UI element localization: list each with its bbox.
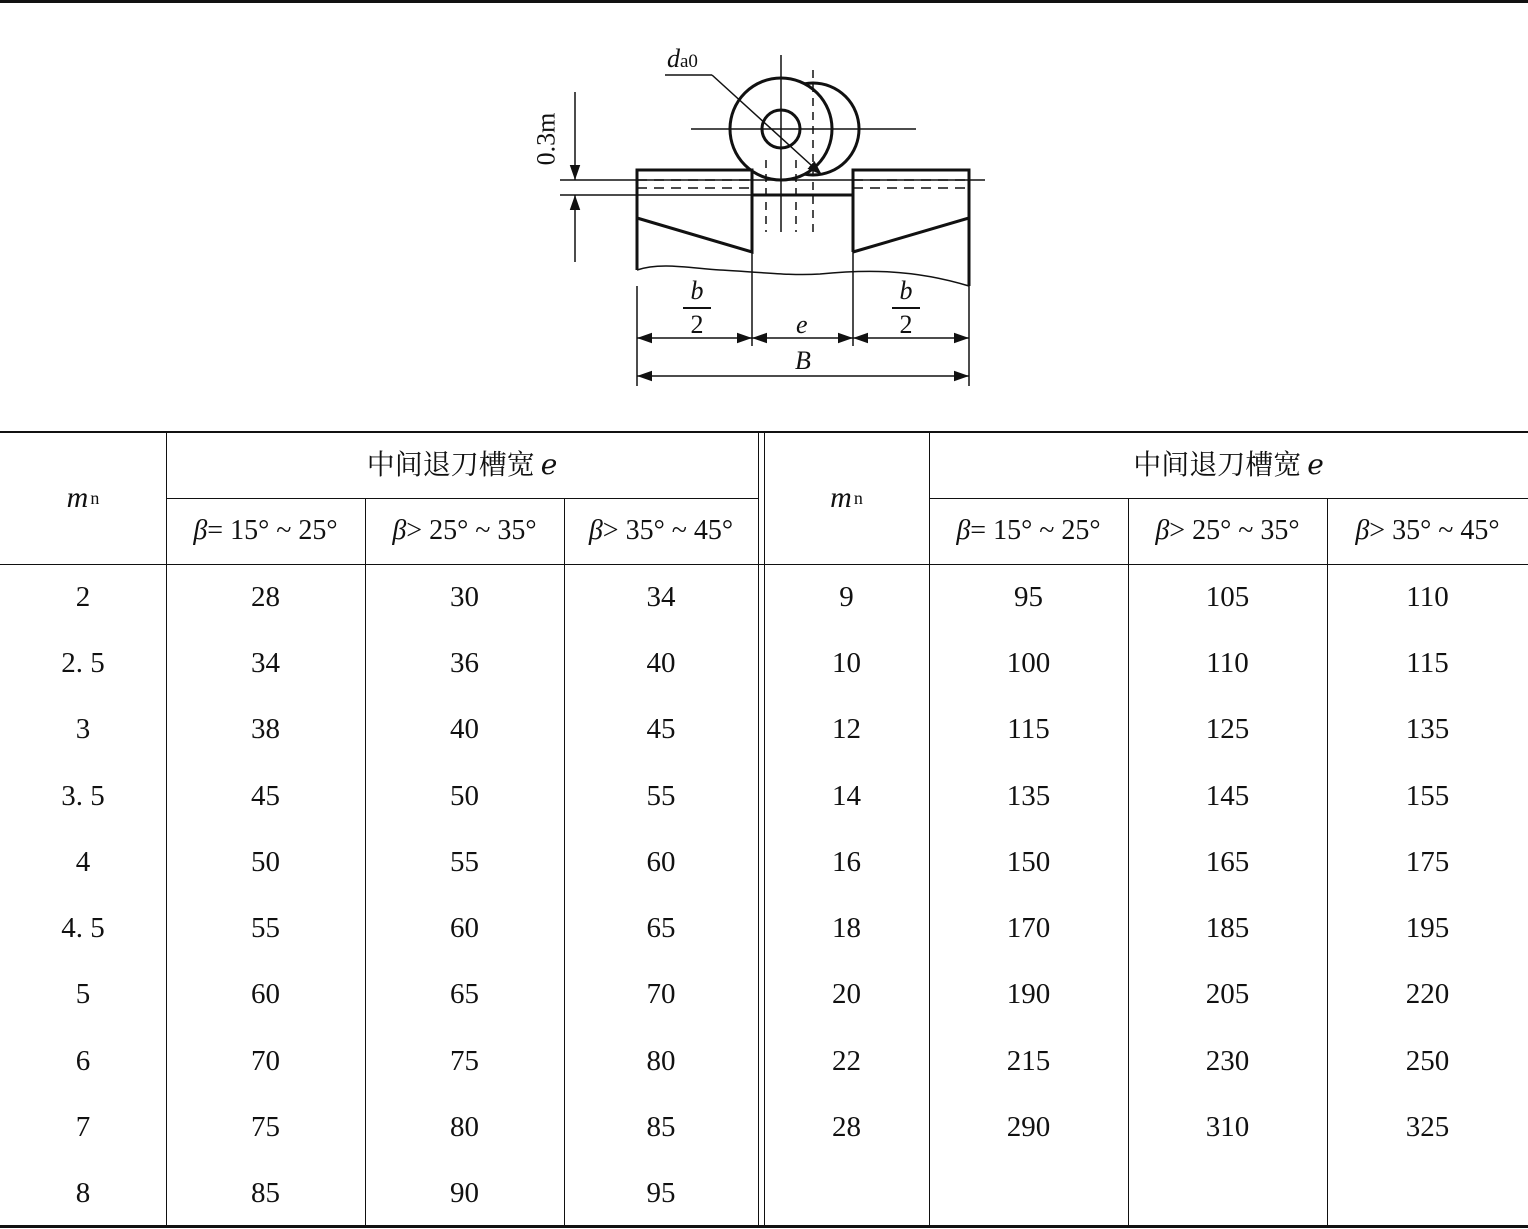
table-cell-v1: 115: [1007, 713, 1050, 746]
table-cell-v2: 30: [450, 580, 479, 613]
table-cell-v3: 95: [646, 1177, 676, 1210]
technical-drawing: [0, 0, 1528, 420]
table-cell-v2: 110: [1206, 646, 1249, 679]
label-e: e: [796, 310, 808, 339]
table-cell-mn: 9: [839, 580, 854, 613]
table-cell-v1: 215: [1006, 1044, 1051, 1077]
table-cell-v2: 205: [1205, 978, 1250, 1011]
table-cell-v2: 310: [1205, 1111, 1250, 1144]
table-cell-v1: 38: [251, 713, 280, 746]
header-beta-1-left: β = 15° ~ 25°: [193, 515, 338, 546]
relief-groove-table: [0, 431, 1528, 1229]
table-cell-mn: 2. 5: [61, 646, 105, 679]
table-cell-v2: 80: [450, 1111, 479, 1144]
table-cell-v1: 190: [1006, 978, 1051, 1011]
header-beta-2-right: β > 25° ~ 35°: [1155, 515, 1300, 546]
table-cell-mn: 2: [75, 580, 91, 613]
table-cell-v3: 80: [646, 1044, 676, 1077]
header-group-left: 中间退刀槽宽 e: [366, 447, 558, 481]
table-cell-v1: [929, 1161, 1128, 1227]
table-cell-v1: 135: [1006, 779, 1051, 812]
table-cell-v2: [1128, 1161, 1327, 1227]
table-cell-v2: 185: [1205, 912, 1250, 945]
table-cell-v3: 175: [1405, 845, 1450, 878]
table-cell-v2: 125: [1205, 713, 1250, 746]
table-cell-mn: 16: [832, 845, 861, 878]
table-cell-v2: 230: [1205, 1044, 1250, 1077]
table-cell-v3: 70: [646, 978, 676, 1011]
header-beta-3-left: β > 35° ~ 45°: [588, 515, 734, 546]
table-cell-v3: 220: [1405, 978, 1450, 1011]
header-group-right: 中间退刀槽宽 e: [1133, 447, 1324, 481]
label-half-b-left: b 2: [677, 278, 717, 338]
table-cell-v2: 105: [1205, 580, 1250, 613]
table-cell-v1: 28: [251, 580, 280, 613]
table-cell-v3: 110: [1406, 580, 1449, 613]
table-cell-v2: 145: [1205, 779, 1250, 812]
table-cell-mn: 18: [832, 912, 861, 945]
table-cell-v2: 90: [450, 1177, 479, 1210]
table-cell-mn: 5: [75, 978, 91, 1011]
header-beta-3-right: β > 35° ~ 45°: [1355, 515, 1500, 546]
table-cell-v2: 60: [450, 912, 479, 945]
table-cell-v1: 85: [251, 1177, 280, 1210]
table-cell-mn: 20: [832, 978, 861, 1011]
table-cell-v3: 65: [646, 912, 676, 945]
table-cell-v1: 100: [1006, 646, 1051, 679]
table-cell-mn: 28: [832, 1111, 861, 1144]
table-cell-mn: 4. 5: [61, 912, 105, 945]
label-half-b-right: b 2: [886, 278, 926, 338]
table-cell-v1: 170: [1006, 912, 1051, 945]
label-da0: da0: [667, 44, 698, 73]
table-cell-v2: 36: [450, 646, 479, 679]
table-cell-v3: 34: [646, 580, 676, 613]
table-cell-v3: 40: [646, 646, 676, 679]
table-cell-mn: 3: [75, 713, 91, 746]
table-cell-v2: 65: [450, 978, 479, 1011]
table-cell-v1: 75: [251, 1111, 280, 1144]
table-cell-v3: 55: [646, 779, 676, 812]
table-cell-v3: 155: [1405, 779, 1450, 812]
table-cell-v1: 290: [1006, 1111, 1051, 1144]
table-cell-v3: 85: [646, 1111, 676, 1144]
table-cell-v2: 55: [450, 845, 479, 878]
table-cell-v1: 150: [1006, 845, 1051, 878]
table-cell-v1: 34: [251, 646, 280, 679]
header-mn-right: m n: [830, 480, 863, 514]
table-cell-mn: 8: [75, 1177, 91, 1210]
table-cell-v3: 45: [646, 713, 676, 746]
header-beta-2-left: β > 25° ~ 35°: [392, 515, 537, 546]
table-cell-mn: 7: [75, 1111, 91, 1144]
table-cell-v1: 60: [251, 978, 280, 1011]
table-cell-v1: 55: [251, 912, 280, 945]
table-cell-v3: 135: [1405, 713, 1450, 746]
table-cell-v3: 250: [1405, 1044, 1450, 1077]
header-beta-1-right: β = 15° ~ 25°: [956, 515, 1101, 546]
table-cell-v3: [1327, 1161, 1528, 1227]
table-cell-v2: 40: [450, 713, 479, 746]
gear-right: [853, 170, 969, 252]
table-cell-v2: 165: [1205, 845, 1250, 878]
table-cell-mn: [764, 1161, 929, 1227]
table-cell-v1: 45: [251, 779, 280, 812]
table-cell-mn: 12: [832, 713, 861, 746]
label-B: B: [795, 346, 811, 375]
header-mn-left: m n: [66, 480, 100, 514]
table-cell-mn: 10: [832, 646, 861, 679]
table-cell-v2: 75: [450, 1044, 479, 1077]
table-cell-mn: 6: [75, 1044, 91, 1077]
table-cell-mn: 14: [832, 779, 861, 812]
table-cell-v1: 95: [1014, 580, 1043, 613]
label-height: 0.3m: [531, 112, 561, 166]
table-cell-v1: 50: [251, 845, 280, 878]
table-cell-mn: 3. 5: [61, 779, 105, 812]
table-cell-v3: 325: [1405, 1111, 1450, 1144]
table-cell-v1: 70: [251, 1044, 280, 1077]
drawing-svg: [0, 0, 1528, 420]
table-cell-v3: 60: [646, 845, 676, 878]
table-cell-v2: 50: [450, 779, 479, 812]
gear-left: [637, 170, 752, 270]
table-cell-mn: 4: [75, 845, 91, 878]
table-cell-v3: 195: [1405, 912, 1450, 945]
table-cell-mn: 22: [832, 1044, 861, 1077]
table-cell-v3: 115: [1406, 646, 1449, 679]
